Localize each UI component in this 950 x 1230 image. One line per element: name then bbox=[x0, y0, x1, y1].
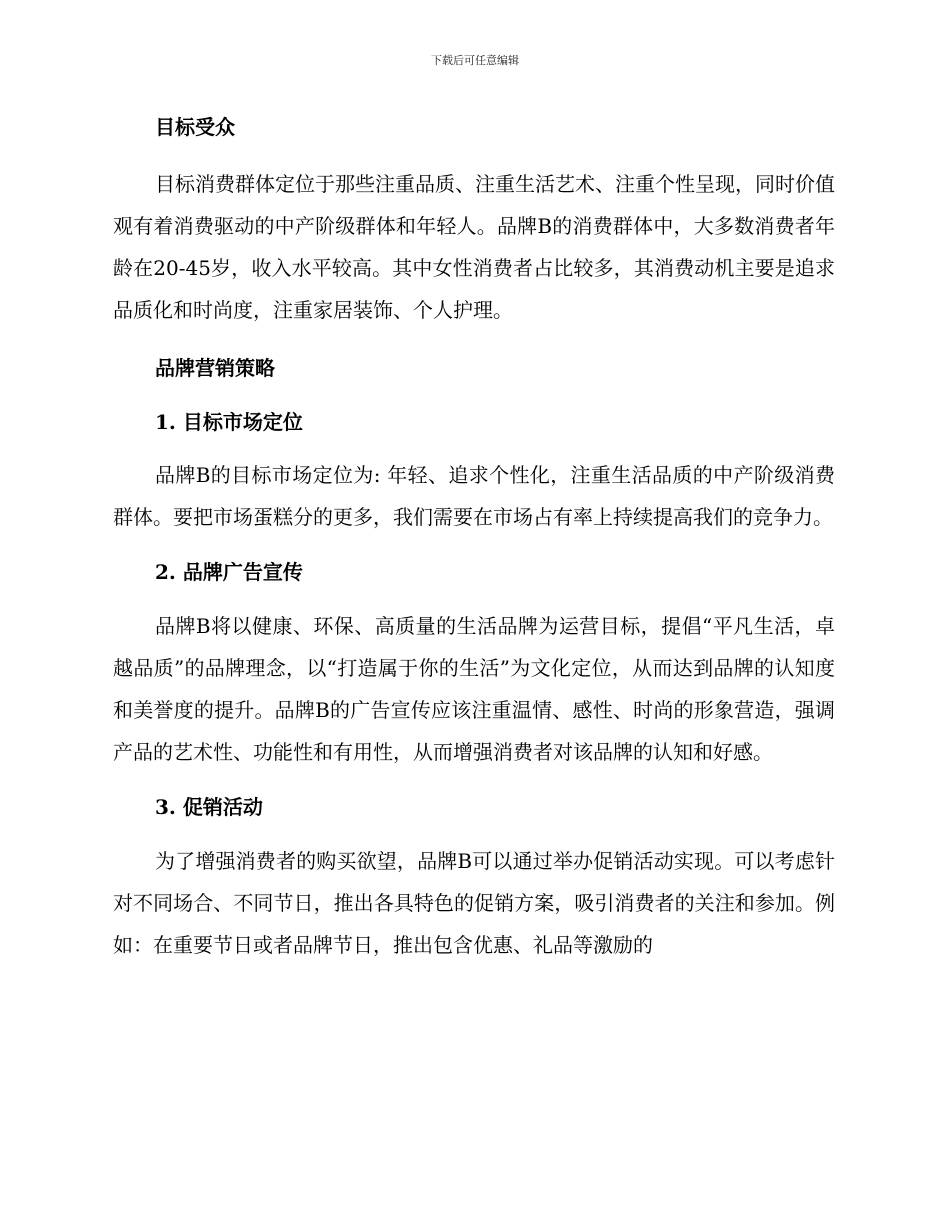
page-header-note: 下载后可任意编辑 bbox=[431, 54, 519, 67]
paragraph-brand-advertising: 品牌B将以健康、环保、高质量的生活品牌为运营目标，提倡“平凡生活，卓越品质”的品牌理念，以“打造属于你的生活”为文化定位，从而达到品牌的认知度和美誉度的提升。品牌B的广告宣传应该注重温情、感性、时尚的形象营造，强调产品的艺术性、功能性和有用性，从而增强消费者对该品牌的认知和好感。 bbox=[113, 614, 835, 764]
subheading-market-positioning: 1. 目标市场定位 bbox=[155, 410, 303, 434]
paragraph-target-audience: 目标消费群体定位于那些注重品质、注重生活艺术、注重个性呈现，同时价值观有着消费驱动的中产阶级群体和年轻人。品牌B的消费群体中，大多数消费者年龄在20-45岁，收入水平较高。其中女性消费者占比较多，其消费动机主要是追求品质化和时尚度，注重家居装饰、个人护理。 bbox=[113, 172, 835, 322]
document-body bbox=[113, 107, 835, 966]
paragraph-promotions: 为了增强消费者的购买欲望，品牌B可以通过举办促销活动实现。可以考虑针对不同场合、不同节日，推出各具特色的促销方案，吸引消费者的关注和参加。例如：在重要节日或者品牌节日，推出包含优惠、礼品等激励的 bbox=[113, 849, 835, 957]
subheading-promotions: 3. 促销活动 bbox=[155, 795, 263, 819]
section-heading-marketing-strategy: 品牌营销策略 bbox=[155, 356, 275, 380]
section-heading-target-audience: 目标受众 bbox=[155, 115, 235, 139]
subheading-brand-advertising: 2. 品牌广告宣传 bbox=[155, 560, 303, 584]
paragraph-market-positioning: 品牌B的目标市场定位为: 年轻、追求个性化，注重生活品质的中产阶级消费群体。要把市场蛋糕分的更多，我们需要在市场占有率上持续提高我们的竞争力。 bbox=[113, 463, 835, 529]
